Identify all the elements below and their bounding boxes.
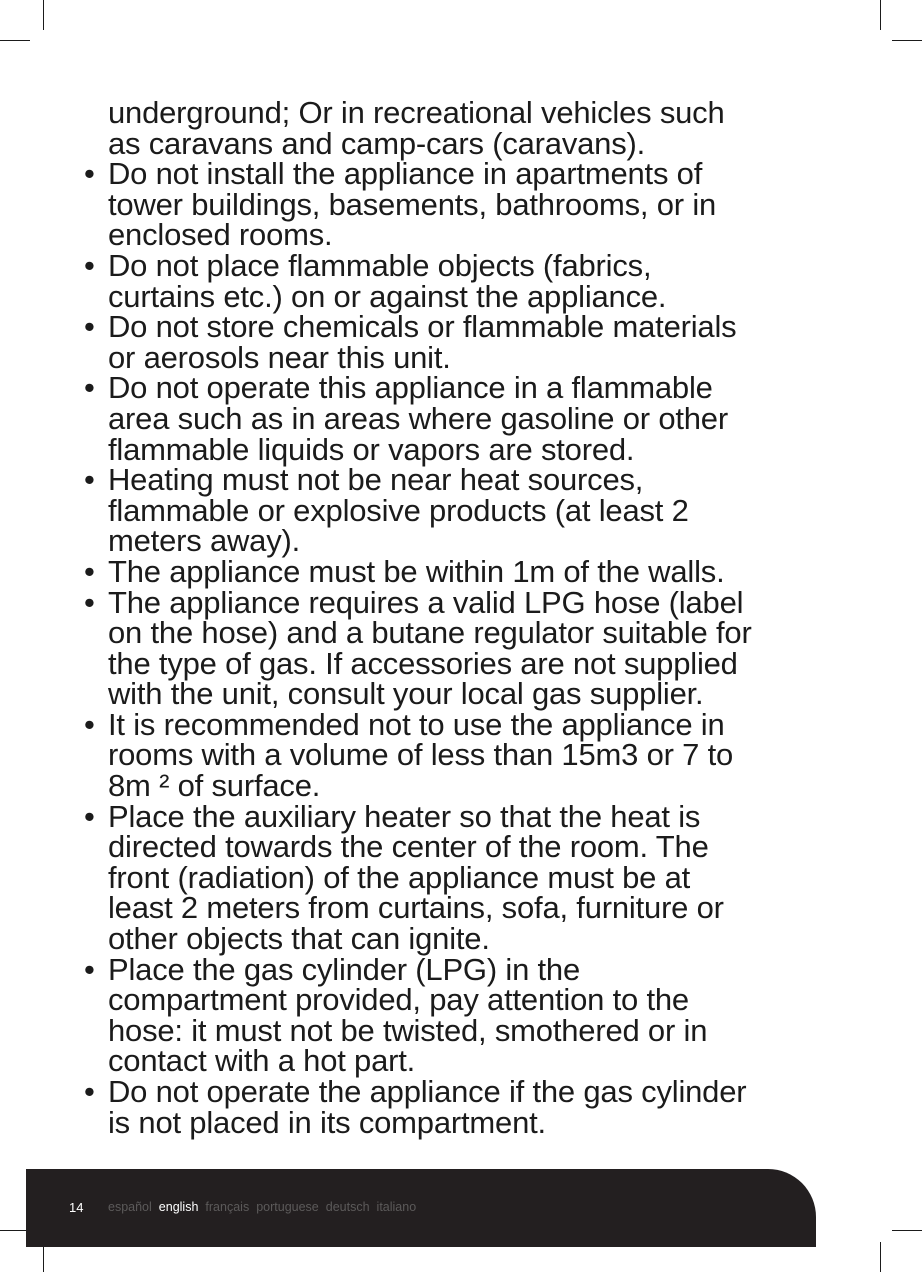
bullet-icon: •: [84, 156, 95, 192]
text-line: Do not operate the appliance if the gas cylinder: [108, 1074, 747, 1109]
bullet-icon: •: [84, 553, 95, 589]
bullet-icon: •: [84, 309, 95, 345]
text-line: compartment provided, pay attention to the: [108, 982, 689, 1018]
text-line: Do not place flammable objects (fabrics,: [108, 247, 652, 283]
text-line: hose: it must not be twisted, smothered or in: [108, 1012, 708, 1048]
crop-mark-top-right-v: [880, 0, 881, 30]
bullet-icon: •: [84, 951, 95, 987]
text-line: area such as in areas where gasoline or other: [108, 400, 728, 436]
text-line: Place the auxiliary heater so that the heat is: [108, 798, 701, 834]
bullet-icon: •: [84, 706, 95, 742]
text-line: directed towards the center of the room. The: [108, 829, 709, 865]
text-line: Place the gas cylinder (LPG) in the: [108, 951, 581, 987]
bullet-icon: •: [84, 462, 95, 498]
bullet-icon: •: [84, 798, 95, 834]
bullet-item: [84, 706, 864, 804]
text-line: or aerosols near this unit.: [108, 339, 451, 375]
text-line: Do not install the appliance in apartments of: [108, 156, 703, 192]
text-line: It is recommended not to use the appliance in: [108, 706, 725, 742]
crop-mark-top-left-v: [43, 0, 44, 30]
language-link-0[interactable]: español: [108, 1200, 152, 1214]
page-number: 14: [69, 1200, 84, 1215]
language-link-1[interactable]: english: [158, 1200, 199, 1214]
text-line: is not placed in its compartment.: [108, 1104, 546, 1140]
language-link-3[interactable]: portuguese: [256, 1200, 319, 1214]
text-line: enclosed rooms.: [108, 217, 333, 253]
bullet-icon: •: [84, 370, 95, 406]
text-line: the type of gas. If accessories are not supplied: [108, 645, 738, 681]
bullet-item: [84, 247, 864, 314]
crop-mark-top-right-h: [892, 40, 922, 41]
text-line: Do not operate this appliance in a flammable: [108, 370, 713, 406]
bullet-icon: •: [84, 247, 95, 283]
bullet-icon: •: [84, 584, 95, 620]
text-line: as caravans and camp-cars (caravans).: [108, 125, 646, 161]
text-line: meters away).: [108, 523, 301, 559]
crop-mark-top-left-h: [0, 40, 30, 41]
page-footer: [26, 1169, 816, 1247]
text-line: tower buildings, basements, bathrooms, or in: [108, 186, 717, 222]
text-line: other objects that can ignite.: [108, 921, 490, 957]
text-line: on the hose) and a butane regulator suitable for: [108, 615, 752, 651]
text-line: rooms with a volume of less than 15m3 or 7 to: [108, 737, 734, 773]
language-link-2[interactable]: français: [205, 1200, 250, 1214]
text-line: flammable or explosive products (at least 2: [108, 492, 689, 528]
text-line: Do not store chemicals or flammable materials: [108, 309, 737, 345]
text-line: contact with a hot part.: [108, 1043, 416, 1079]
bullet-icon: •: [84, 1074, 95, 1109]
text-line: 8m ² of surface.: [108, 768, 321, 804]
bullet-item: [84, 309, 864, 375]
text-line: flammable liquids or vapors are stored.: [108, 431, 635, 467]
bullet-item: [84, 951, 864, 1079]
bullet-item: [84, 370, 864, 467]
crop-mark-bottom-right-v: [880, 1242, 881, 1272]
text-line: The appliance must be within 1m of the walls.: [108, 553, 725, 589]
bullet-item: [84, 462, 864, 559]
crop-mark-bottom-right-h: [892, 1230, 922, 1231]
language-nav: [108, 1200, 423, 1214]
text-line: The appliance requires a valid LPG hose (label: [108, 584, 744, 620]
text-line: underground; Or in recreational vehicles such: [108, 95, 725, 130]
continued-paragraph: [84, 95, 864, 161]
text-line: Heating must not be near heat sources,: [108, 462, 644, 498]
language-link-5[interactable]: italiano: [376, 1200, 417, 1214]
bullet-item: [84, 584, 864, 712]
bullet-item: [84, 553, 864, 589]
language-link-4[interactable]: deutsch: [325, 1200, 370, 1214]
bullet-item: [84, 798, 864, 957]
text-line: front (radiation) of the appliance must be at: [108, 859, 691, 895]
text-line: least 2 meters from curtains, sofa, furniture or: [108, 890, 724, 926]
text-line: curtains etc.) on or against the appliance.: [108, 278, 667, 314]
safety-instructions-list: [84, 95, 864, 1140]
text-line: with the unit, consult your local gas supplier.: [108, 676, 704, 712]
bullet-item: [84, 1074, 864, 1140]
bullet-item: [84, 156, 864, 253]
